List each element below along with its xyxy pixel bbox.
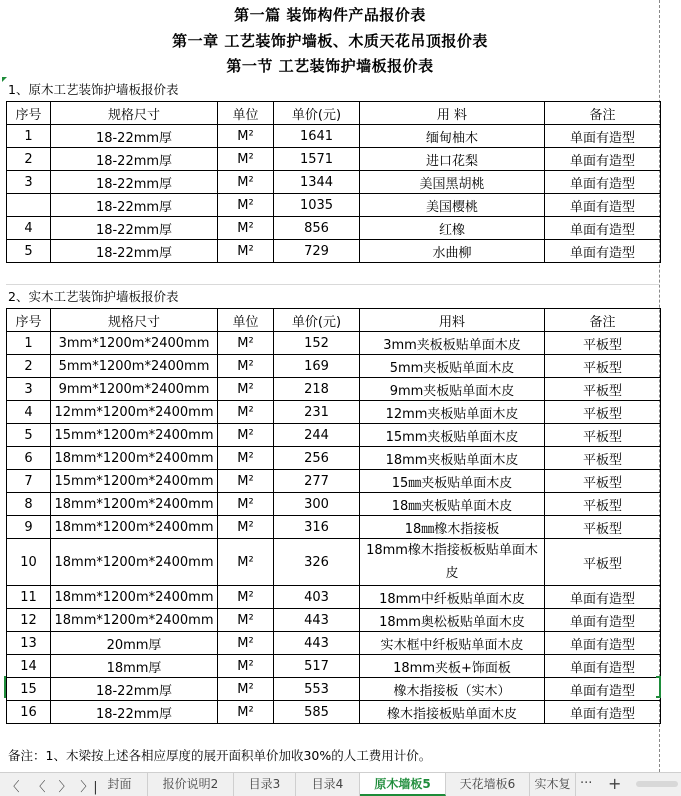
table-row [7, 332, 661, 355]
cell-remark[interactable]: 单面有造型 [545, 125, 661, 148]
cell-unit[interactable]: M² [218, 401, 274, 424]
header-unit[interactable]: 单位 [218, 309, 274, 332]
table2 [6, 308, 661, 724]
cell-spec-size[interactable]: 18mm厚 [51, 655, 218, 678]
cell-remark[interactable]: 单面有造型 [545, 240, 661, 263]
cell-spec-size[interactable]: 18-22mm厚 [51, 148, 218, 171]
cell-unit-price[interactable]: 231 [274, 401, 360, 424]
cell-unit-price[interactable]: 244 [274, 424, 360, 447]
cell-unit[interactable]: M² [218, 632, 274, 655]
prev-sheet-nav-icon[interactable]: 〈 [32, 780, 46, 795]
cell-unit[interactable]: M² [218, 125, 274, 148]
table-row [7, 447, 661, 470]
cell-unit[interactable]: M² [218, 194, 274, 217]
cell-material[interactable]: 15㎜夹板贴单面木皮 [360, 470, 545, 493]
cell-remark[interactable]: 单面有造型 [545, 586, 661, 609]
table-row [7, 217, 661, 240]
sheet-tab-ceiling-wall-panel[interactable]: 天花墙板6 [446, 773, 530, 796]
cell-spec-size[interactable]: 20mm厚 [51, 632, 218, 655]
cell-row-index[interactable]: 7 [7, 470, 51, 493]
cell-row-index[interactable]: 4 [7, 217, 51, 240]
cell-material[interactable]: 18mm夹板贴单面木皮 [360, 447, 545, 470]
cell-row-index[interactable]: 15 [7, 678, 51, 701]
cell-material[interactable]: 橡木指接板贴单面木皮 [360, 701, 545, 724]
table2-label: 2、实木工艺装饰护墙板报价表 [8, 289, 179, 304]
header-material[interactable]: 用料 [360, 309, 545, 332]
cell-remark[interactable]: 单面有造型 [545, 194, 661, 217]
table-row [7, 125, 661, 148]
add-sheet-icon[interactable]: + [608, 774, 622, 793]
cell-unit-price[interactable]: 1344 [274, 171, 360, 194]
cell-material[interactable]: 进口花梨 [360, 148, 545, 171]
cell-material[interactable]: 缅甸柚木 [360, 125, 545, 148]
header-unit-price[interactable]: 单价(元) [274, 309, 360, 332]
cell-material[interactable]: 水曲柳 [360, 240, 545, 263]
cell-unit[interactable]: M² [218, 217, 274, 240]
cell-spec-size[interactable]: 18mm*1200m*2400mm [51, 586, 218, 609]
footnote: 备注：1、木梁按上述各相应厚度的展开面积单价加收30%的人工费用计价。 [8, 748, 432, 763]
cell-unit[interactable]: M² [218, 516, 274, 539]
header-remark[interactable]: 备注 [545, 309, 661, 332]
cell-spec-size[interactable]: 18-22mm厚 [51, 171, 218, 194]
cell-remark[interactable]: 平板型 [545, 332, 661, 355]
cell-unit-price[interactable]: 326 [274, 539, 360, 586]
cell-row-index[interactable]: 8 [7, 493, 51, 516]
selection-left-edge [4, 676, 8, 698]
cell-row-index[interactable]: 2 [7, 355, 51, 378]
table-row [7, 424, 661, 447]
cell-material[interactable]: 5mm夹板贴单面木皮 [360, 355, 545, 378]
cell-unit[interactable]: M² [218, 678, 274, 701]
table-row [7, 655, 661, 678]
first-sheet-nav-icon[interactable]: 〈 [6, 780, 20, 795]
sheet-tab-contents-3[interactable]: 目录3 [234, 773, 296, 796]
cell-remark[interactable]: 单面有造型 [545, 148, 661, 171]
cell-row-index[interactable]: 12 [7, 609, 51, 632]
header-remark[interactable]: 备注 [545, 102, 661, 125]
cell-material[interactable]: 红橡 [360, 217, 545, 240]
header-spec-size[interactable]: 规格尺寸 [51, 309, 218, 332]
cell-spec-size[interactable]: 5mm*1200m*2400mm [51, 355, 218, 378]
sheet-tab-quote-notes[interactable]: 报价说明2 [148, 773, 234, 796]
cell-unit-price[interactable]: 729 [274, 240, 360, 263]
cell-material[interactable]: 18㎜夹板贴单面木皮 [360, 493, 545, 516]
cell-unit[interactable]: M² [218, 378, 274, 401]
cell-row-index[interactable]: 4 [7, 401, 51, 424]
cell-spec-size[interactable]: 18mm*1200m*2400mm [51, 516, 218, 539]
cell-remark[interactable]: 平板型 [545, 401, 661, 424]
cell-unit[interactable]: M² [218, 240, 274, 263]
sheet-tab-bar [0, 772, 681, 796]
cell-unit-price[interactable]: 152 [274, 332, 360, 355]
cell-spec-size[interactable]: 18-22mm厚 [51, 240, 218, 263]
table-row [7, 586, 661, 609]
next-sheet-nav-icon[interactable]: 〉 [58, 780, 72, 795]
cell-unit-price[interactable]: 403 [274, 586, 360, 609]
cell-spec-size[interactable]: 18-22mm厚 [51, 701, 218, 724]
cell-material[interactable]: 18mm奥松板贴单面木皮 [360, 609, 545, 632]
cell-unit[interactable]: M² [218, 332, 274, 355]
cell-spec-size[interactable]: 18mm*1200m*2400mm [51, 493, 218, 516]
cell-unit[interactable]: M² [218, 171, 274, 194]
cell-row-index[interactable]: 10 [7, 539, 51, 586]
cell-remark[interactable]: 单面有造型 [545, 701, 661, 724]
table-row [7, 148, 661, 171]
cell-spec-size[interactable]: 18-22mm厚 [51, 217, 218, 240]
cell-remark[interactable]: 平板型 [545, 355, 661, 378]
cell-unit-price[interactable]: 1641 [274, 125, 360, 148]
cell-remark[interactable]: 平板型 [545, 516, 661, 539]
cell-row-index[interactable]: 16 [7, 701, 51, 724]
cell-spec-size[interactable]: 3mm*1200m*2400mm [51, 332, 218, 355]
cell-spec-size[interactable]: 18mm*1200m*2400mm [51, 447, 218, 470]
cell-row-index[interactable] [7, 194, 51, 217]
table-row [7, 516, 661, 539]
selection-right-edge [656, 676, 661, 698]
cell-remark[interactable]: 平板型 [545, 424, 661, 447]
sheet-tab-solid-wood[interactable]: 实木复 [530, 773, 576, 796]
cell-row-index[interactable]: 6 [7, 447, 51, 470]
cell-material[interactable]: 18mm橡木指接板板贴单面木皮 [360, 539, 545, 586]
cell-spec-size[interactable]: 18mm*1200m*2400mm [51, 539, 218, 586]
cell-spec-size[interactable]: 12mm*1200m*2400mm [51, 401, 218, 424]
cell-unit[interactable]: M² [218, 148, 274, 171]
cell-row-index[interactable]: 5 [7, 424, 51, 447]
sheet-tab-log-wall-panel[interactable]: 原木墙板5 [360, 773, 446, 796]
cell-material[interactable]: 12mm夹板贴单面木皮 [360, 401, 545, 424]
cell-unit[interactable]: M² [218, 539, 274, 586]
table-row [7, 539, 661, 586]
section-title: 第一节 工艺装饰护墙板报价表 [226, 57, 434, 75]
cell-remark[interactable]: 平板型 [545, 447, 661, 470]
cell-material[interactable]: 实木框中纤板贴单面木皮 [360, 632, 545, 655]
table-row [7, 632, 661, 655]
table-row [7, 609, 661, 632]
cell-remark[interactable]: 平板型 [545, 539, 661, 586]
cell-unit-price[interactable]: 277 [274, 470, 360, 493]
cell-row-index[interactable]: 1 [7, 332, 51, 355]
cell-unit[interactable]: M² [218, 701, 274, 724]
cell-unit-price[interactable]: 169 [274, 355, 360, 378]
table-row [7, 240, 661, 263]
cell-material[interactable]: 18mm夹板+饰面板 [360, 655, 545, 678]
cell-spec-size[interactable]: 15mm*1200m*2400mm [51, 424, 218, 447]
cell-unit[interactable]: M² [218, 424, 274, 447]
cell-row-index[interactable]: 11 [7, 586, 51, 609]
more-sheets-icon[interactable]: ··· [580, 776, 593, 791]
horizontal-scrollbar[interactable] [636, 781, 678, 787]
header-material[interactable]: 用 料 [360, 102, 545, 125]
cell-remark[interactable]: 平板型 [545, 378, 661, 401]
cell-material[interactable]: 橡木指接板（实木） [360, 678, 545, 701]
sheet-tab-cover[interactable]: 封面 [92, 773, 148, 796]
cell-spec-size[interactable]: 18-22mm厚 [51, 125, 218, 148]
chapter-title: 第一章 工艺装饰护墙板、木质天花吊顶报价表 [172, 32, 488, 50]
cell-unit[interactable]: M² [218, 586, 274, 609]
cell-unit[interactable]: M² [218, 609, 274, 632]
cell-remark[interactable]: 平板型 [545, 470, 661, 493]
cell-material[interactable]: 15mm夹板贴单面木皮 [360, 424, 545, 447]
header-row-index[interactable]: 序号 [7, 309, 51, 332]
table-header-row [7, 102, 661, 125]
cell-row-index[interactable]: 14 [7, 655, 51, 678]
cell-row-index[interactable]: 13 [7, 632, 51, 655]
cell-remark[interactable]: 平板型 [545, 493, 661, 516]
cell-row-index[interactable]: 9 [7, 516, 51, 539]
cell-unit-price[interactable]: 553 [274, 678, 360, 701]
table1-label: 1、原木工艺装饰护墙板报价表 [8, 82, 179, 97]
cell-unit[interactable]: M² [218, 355, 274, 378]
cell-spec-size[interactable]: 18mm*1200m*2400mm [51, 609, 218, 632]
table-row [7, 171, 661, 194]
cell-material[interactable]: 9mm夹板贴单面木皮 [360, 378, 545, 401]
cell-material[interactable]: 18mm中纤板贴单面木皮 [360, 586, 545, 609]
cell-unit[interactable]: M² [218, 493, 274, 516]
cell-unit-price[interactable]: 585 [274, 701, 360, 724]
table-row [7, 401, 661, 424]
cell-row-index[interactable]: 5 [7, 240, 51, 263]
sheet-tab-contents-4[interactable]: 目录4 [296, 773, 360, 796]
header-row-index[interactable]: 序号 [7, 102, 51, 125]
table-row [7, 378, 661, 401]
cell-unit-price[interactable]: 256 [274, 447, 360, 470]
cell-unit-price[interactable]: 1035 [274, 194, 360, 217]
cell-unit-price[interactable]: 218 [274, 378, 360, 401]
header-unit-price[interactable]: 单价(元) [274, 102, 360, 125]
table-row [7, 194, 661, 217]
cell-remark[interactable]: 单面有造型 [545, 609, 661, 632]
cell-unit[interactable]: M² [218, 655, 274, 678]
cell-row-index[interactable]: 3 [7, 378, 51, 401]
table-header-row [7, 309, 661, 332]
table1 [6, 101, 661, 263]
cell-unit-price[interactable]: 316 [274, 516, 360, 539]
cell-remark[interactable]: 单面有造型 [545, 655, 661, 678]
cell-unit-price[interactable]: 443 [274, 609, 360, 632]
cell-row-index[interactable]: 2 [7, 148, 51, 171]
blank-row[interactable] [6, 262, 660, 285]
cell-remark[interactable]: 单面有造型 [545, 632, 661, 655]
last-sheet-nav-icon[interactable]: 〉| [80, 780, 98, 795]
cell-spec-size[interactable]: 18-22mm厚 [51, 194, 218, 217]
table-row [7, 678, 661, 701]
cell-unit-price[interactable]: 1571 [274, 148, 360, 171]
cell-remark[interactable]: 单面有造型 [545, 171, 661, 194]
cell-unit-price[interactable]: 443 [274, 632, 360, 655]
cell-spec-size[interactable]: 15mm*1200m*2400mm [51, 470, 218, 493]
cell-row-index[interactable]: 1 [7, 125, 51, 148]
table-row [7, 355, 661, 378]
cell-remark[interactable]: 单面有造型 [545, 678, 661, 701]
cell-remark[interactable]: 单面有造型 [545, 217, 661, 240]
cell-unit-price[interactable]: 517 [274, 655, 360, 678]
header-spec-size[interactable]: 规格尺寸 [51, 102, 218, 125]
cell-material[interactable]: 美国樱桃 [360, 194, 545, 217]
cell-material[interactable]: 美国黑胡桃 [360, 171, 545, 194]
table-row [7, 701, 661, 724]
cell-unit[interactable]: M² [218, 447, 274, 470]
cell-spec-size[interactable]: 9mm*1200m*2400mm [51, 378, 218, 401]
table-row [7, 493, 661, 516]
cell-comment-indicator [2, 77, 7, 82]
cell-spec-size[interactable]: 18-22mm厚 [51, 678, 218, 701]
part-title: 第一篇 装饰构件产品报价表 [234, 6, 426, 24]
cell-material[interactable]: 3mm夹板板贴单面木皮 [360, 332, 545, 355]
cell-unit[interactable]: M² [218, 470, 274, 493]
cell-row-index[interactable]: 3 [7, 171, 51, 194]
table-row [7, 470, 661, 493]
cell-unit-price[interactable]: 856 [274, 217, 360, 240]
cell-material[interactable]: 18㎜橡木指接板 [360, 516, 545, 539]
cell-unit-price[interactable]: 300 [274, 493, 360, 516]
header-unit[interactable]: 单位 [218, 102, 274, 125]
